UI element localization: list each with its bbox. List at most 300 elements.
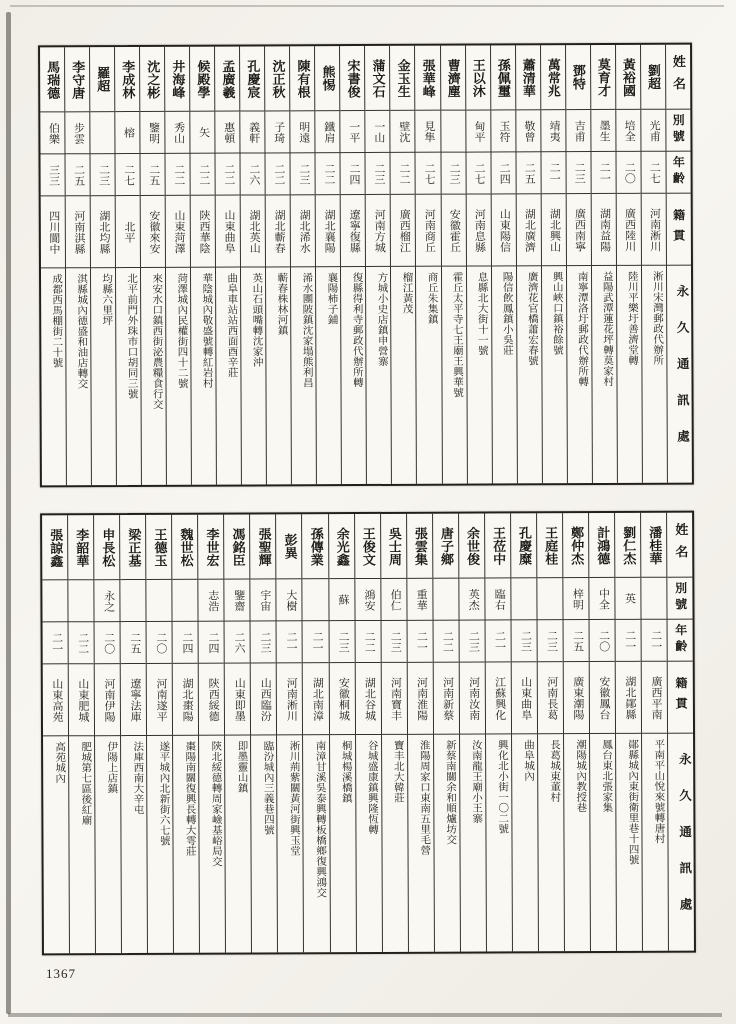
person-alias: 宇宙 — [251, 578, 276, 620]
page-number: 1367 — [46, 966, 76, 981]
person-name: 計鴻德 — [595, 525, 611, 565]
header-alias: 別號 — [666, 109, 690, 151]
person-column — [264, 46, 291, 484]
person-native-place: 廣東潮陽 — [564, 661, 589, 733]
scan-edge-shadow-top — [10, 5, 724, 7]
person-address: 長葛城東董村 — [538, 733, 564, 951]
person-name: 王莅中 — [490, 525, 507, 565]
person-address: 潮陽城內教授巷 — [564, 733, 590, 951]
person-column — [239, 46, 266, 484]
person-native-place: 廣西南寧 — [566, 193, 590, 265]
person-address: 復縣得利寺郵政代辦所轉 — [341, 266, 366, 484]
person-native-place: 湖北南漳 — [303, 662, 328, 734]
person-name: 熊惕 — [320, 65, 336, 92]
person-age: 二二 — [355, 620, 380, 662]
person-alias: 靖夷 — [541, 109, 565, 151]
person-name: 黃裕國 — [620, 57, 636, 97]
person-age: 二三 — [511, 619, 536, 661]
person-native-place: 山東菏澤 — [166, 195, 190, 267]
person-age: 二七 — [116, 153, 140, 195]
person-column — [536, 513, 564, 951]
person-alias: 培全 — [616, 109, 640, 151]
person-name: 陳有根 — [295, 58, 311, 98]
person-native-place: 安徽來安 — [141, 195, 165, 267]
person-name: 宋書俊 — [345, 58, 361, 98]
person-name: 張聖輝 — [256, 526, 272, 566]
person-name: 梁正基 — [126, 527, 142, 567]
person-alias — [68, 579, 93, 621]
person-age: 二二 — [391, 152, 415, 194]
person-age: 二一 — [485, 619, 510, 661]
person-native-place: 湖北襄陽 — [316, 194, 340, 266]
person-address: 襄陽柿子鋪 — [316, 266, 341, 484]
person-age: 二四 — [341, 152, 365, 194]
person-native-place: 河南息縣 — [466, 193, 490, 265]
person-address: 即墨靈山鎮 — [225, 735, 251, 953]
person-name: 李守唐 — [70, 59, 86, 99]
person-address: 方城小史店鎮申營寨 — [366, 266, 391, 484]
header-name: 姓名 — [673, 522, 689, 567]
person-native-place: 湖北蘄春 — [266, 194, 290, 266]
person-name: 魏世松 — [178, 527, 194, 567]
person-age: 二三 — [566, 151, 590, 193]
person-alias: 鑒明 — [140, 111, 164, 153]
person-column — [432, 514, 460, 952]
person-column — [614, 513, 642, 951]
person-name: 孫傳業 — [308, 526, 324, 566]
person-native-place: 河南淇縣 — [66, 195, 90, 267]
person-native-place: 安徽桐城 — [329, 662, 354, 734]
person-column — [389, 46, 416, 484]
person-alias: 惠頓 — [216, 111, 240, 153]
person-name: 吳士周 — [386, 526, 402, 566]
person-address: 淅川荊紫關黃河街興玉堂 — [277, 734, 303, 952]
person-age: 二三 — [329, 620, 354, 662]
person-native-place: 湖南益陽 — [591, 193, 615, 265]
person-age: 二五 — [516, 151, 540, 193]
person-column — [223, 515, 251, 953]
person-name: 張華峰 — [420, 58, 436, 98]
person-native-place: 河南淮陽 — [407, 662, 432, 734]
person-native-place: 河南方城 — [366, 194, 390, 266]
person-column — [510, 513, 538, 951]
person-alias: 永之 — [94, 579, 119, 621]
person-column — [364, 46, 391, 484]
person-age: 二一 — [591, 151, 615, 193]
person-name: 余世俊 — [464, 526, 481, 566]
person-name: 曹濟塵 — [445, 58, 461, 98]
header-address: 永久通訊處 — [668, 733, 694, 951]
person-age: 二五 — [121, 621, 146, 663]
person-column — [164, 47, 191, 485]
person-address: 菏澤城內民權街四十二號 — [166, 267, 191, 485]
person-native-place: 河南寶丰 — [381, 662, 406, 734]
person-native-place: 遼寧復縣 — [341, 194, 365, 266]
person-age: 二二 — [191, 153, 215, 195]
person-alias: 墨生 — [591, 109, 615, 151]
person-alias: 鑒齋 — [225, 579, 250, 621]
header-alias: 別號 — [667, 577, 692, 619]
person-name: 潘桂華 — [647, 525, 663, 565]
person-age: 二一 — [541, 151, 565, 193]
person-name: 萬常兆 — [545, 57, 561, 97]
person-alias — [511, 577, 536, 619]
person-native-place: 河南淅川 — [277, 662, 302, 734]
person-age: 二三 — [251, 620, 276, 662]
person-address: 淅川宋灣郵政代辦所 — [642, 265, 667, 483]
row-header-column — [666, 513, 694, 951]
person-name: 金玉生 — [395, 58, 411, 98]
person-native-place: 湖北英山 — [241, 194, 265, 266]
person-column — [40, 47, 66, 485]
person-name: 孔慶宸 — [245, 58, 261, 99]
person-address: 榴江黃茂 — [391, 266, 416, 484]
person-alias: 矢 — [190, 111, 214, 153]
person-address: 肥城第七區後紅廟 — [69, 735, 95, 953]
person-alias: 一平 — [341, 110, 365, 152]
person-native-place: 山東即墨 — [225, 663, 250, 735]
registry-table-upper — [38, 43, 694, 488]
person-column — [64, 47, 91, 485]
person-address: 商丘朱集鎮 — [416, 266, 441, 484]
person-age: 二三 — [91, 153, 115, 195]
header-name: 姓名 — [670, 54, 687, 99]
person-column — [89, 47, 116, 485]
person-column — [406, 514, 434, 952]
person-address: 蘄春株林河鎮 — [266, 266, 291, 484]
person-address: 棗陽南關復興長轉大雩莊 — [173, 735, 199, 953]
person-age: 二三 — [459, 619, 484, 661]
person-address: 英山石頭嘴轉沈家沖 — [241, 266, 266, 484]
person-age: 二六 — [225, 621, 250, 663]
person-native-place: 河南長葛 — [538, 661, 563, 733]
person-alias: 梓明 — [563, 577, 588, 619]
person-name: 張雲集 — [412, 526, 428, 566]
person-native-place: 安徽鳳台 — [590, 661, 615, 733]
person-column — [197, 515, 225, 953]
person-age: 二六 — [241, 152, 265, 194]
person-alias — [433, 578, 458, 620]
row-header-column — [665, 45, 692, 483]
person-name: 劉超 — [645, 63, 661, 90]
header-native: 籍貫 — [666, 193, 690, 265]
person-address: 淇縣城內德盛和油店轉交 — [66, 267, 91, 485]
person-address: 成都西馬棚街二十號 — [41, 267, 66, 485]
person-alias: 明遠 — [291, 110, 315, 152]
person-address: 鄖縣城內東街衛里巷十四號 — [616, 733, 642, 951]
person-name: 羅超 — [95, 66, 111, 93]
person-native-place: 廣西陸川 — [616, 193, 640, 265]
person-address: 曲阜城內 — [512, 733, 538, 951]
person-native-place: 山東陽信 — [491, 193, 515, 265]
person-address: 曲阜車站站西面酉辛莊 — [216, 267, 241, 485]
person-address: 谷城盛康鎮興隆恆轉 — [356, 734, 382, 952]
person-native-place: 湖北谷城 — [355, 662, 380, 734]
person-address: 鳳台東北張家集 — [590, 733, 616, 951]
person-alias: 志浩 — [199, 579, 224, 621]
person-alias: 伯樂 — [40, 111, 64, 153]
person-native-place: 陝西華陰 — [191, 195, 215, 267]
person-name: 候殿學 — [195, 59, 211, 99]
person-native-place: 廣西榴江 — [391, 194, 415, 266]
person-column — [145, 515, 173, 953]
person-address: 霍丘太平寺七王廟王興華號 — [441, 266, 466, 484]
person-column — [615, 45, 642, 483]
person-age: 二四 — [173, 621, 198, 663]
person-column — [380, 514, 408, 952]
person-age: 二三 — [441, 152, 465, 194]
person-column — [314, 46, 341, 484]
person-name: 馬瑞德 — [45, 59, 61, 99]
person-alias: 榕 — [115, 111, 139, 153]
person-address: 北平前門外珠市口胡同三號 — [116, 267, 141, 485]
person-native-place: 河南淅川 — [641, 193, 665, 265]
person-column — [440, 46, 467, 484]
person-age: 二二 — [216, 153, 240, 195]
person-name: 王德玉 — [152, 527, 168, 567]
person-alias: 見隼 — [416, 110, 440, 152]
person-age: 二〇 — [590, 619, 615, 661]
person-address: 均縣六里坪 — [91, 267, 116, 485]
person-alias — [641, 577, 666, 619]
person-address: 汝南龍王廟小王寨 — [460, 733, 486, 951]
person-name: 李世宏 — [204, 527, 220, 567]
person-age: 二三 — [537, 619, 562, 661]
person-name: 孔慶糜 — [517, 525, 533, 565]
page-content — [38, 43, 696, 956]
person-age: 二一 — [43, 621, 68, 663]
person-column — [302, 514, 330, 952]
person-address: 新蔡南關余和順爐坊交 — [434, 734, 460, 952]
person-address: 寶丰北大韓莊 — [382, 734, 408, 952]
person-address: 平南平山悅來號轉唐村 — [642, 733, 668, 951]
person-native-place: 四川閬中 — [41, 195, 65, 267]
person-column — [458, 513, 486, 951]
person-alias: 吉甫 — [566, 109, 590, 151]
person-address: 臨汾城內三義巷四號 — [251, 734, 277, 952]
person-column — [515, 45, 542, 483]
person-name: 馮銘臣 — [230, 527, 246, 567]
person-alias: 中全 — [589, 577, 614, 619]
person-alias: 伯仁 — [381, 578, 406, 620]
person-column — [114, 47, 141, 485]
person-column — [640, 45, 667, 483]
person-column — [139, 47, 166, 485]
person-age: 二二 — [69, 621, 94, 663]
person-alias: 甸平 — [466, 109, 490, 151]
person-column — [93, 515, 121, 953]
person-alias: 光甫 — [641, 109, 665, 151]
person-alias: 鴻安 — [355, 578, 380, 620]
person-native-place: 河南汝南 — [459, 661, 484, 733]
person-column — [67, 515, 95, 953]
person-address: 廣濟花官橋蕭宏春號 — [517, 265, 542, 483]
person-alias — [173, 579, 198, 621]
person-alias: 重華 — [407, 578, 432, 620]
person-native-place: 湖北鄖縣 — [616, 661, 641, 733]
person-native-place: 湖北廣濟 — [516, 193, 540, 265]
person-alias: 臨右 — [485, 577, 510, 619]
person-native-place: 山東曲阜 — [512, 661, 537, 733]
person-alias: 子琦 — [266, 110, 290, 152]
person-age: 二五 — [141, 153, 165, 195]
person-alias — [42, 579, 67, 621]
person-columns-upper — [40, 45, 692, 486]
person-age: 二四 — [199, 621, 224, 663]
person-address: 桐城楊溪橋鎮 — [330, 734, 356, 952]
person-column — [484, 513, 512, 951]
person-age: 二一 — [277, 620, 302, 662]
person-native-place: 陝西綏德 — [199, 663, 224, 735]
person-native-place: 湖北興山 — [541, 193, 565, 265]
person-address: 息縣北大街十一號 — [467, 265, 492, 483]
person-column — [249, 514, 277, 952]
person-column — [214, 47, 241, 485]
person-native-place: 河南伊陽 — [95, 663, 120, 735]
person-column — [465, 45, 492, 483]
person-address: 來安水口鎮西街泌農糧食行交 — [141, 267, 166, 485]
person-address: 陝北綏德轉周家嶮基峪局交 — [199, 735, 225, 953]
header-age: 年齡 — [666, 151, 690, 193]
person-native-place: 北平 — [116, 195, 140, 267]
person-address: 淮陽周家口東南五里毛營 — [408, 734, 434, 952]
person-column — [640, 513, 668, 951]
person-native-place: 湖北均縣 — [91, 195, 115, 267]
scan-edge-shadow-left — [6, 12, 11, 1014]
person-age: 三三 — [40, 153, 64, 195]
person-column — [328, 514, 356, 952]
person-name: 蒲文石 — [370, 58, 386, 98]
person-address: 高苑城內 — [43, 735, 69, 953]
person-name: 李成林 — [120, 59, 136, 99]
person-age: 二一 — [642, 619, 667, 661]
person-age: 二七 — [416, 152, 440, 194]
person-column — [588, 513, 616, 951]
person-native-place: 山東曲阜 — [216, 195, 240, 267]
person-alias — [303, 578, 328, 620]
person-column — [189, 47, 216, 485]
person-age: 二七 — [641, 151, 665, 193]
person-native-place: 山東高苑 — [43, 663, 68, 735]
header-native: 籍貫 — [668, 661, 693, 733]
person-address: 伊陽上店鎮 — [95, 735, 121, 953]
person-name: 鄭仲杰 — [569, 525, 585, 565]
person-native-place: 廣西平南 — [642, 661, 667, 733]
person-alias — [120, 579, 145, 621]
person-column — [339, 46, 366, 484]
person-address: 益陽武潭蓮花坪轉莫家村 — [592, 265, 617, 483]
person-alias: 蘇 — [329, 578, 354, 620]
person-address: 南漳甘溪吳泰興轉板橋鄉復興鴻交 — [303, 734, 329, 952]
person-column — [289, 46, 316, 484]
person-age: 二〇 — [616, 151, 640, 193]
person-name: 王以沐 — [470, 57, 486, 98]
person-age: 二四 — [491, 151, 515, 193]
person-alias: 義軒 — [241, 110, 265, 152]
person-alias: 鐵肩 — [316, 110, 340, 152]
person-name: 沈正秋 — [270, 58, 286, 98]
person-name: 蕭清華 — [520, 57, 536, 97]
person-age: 二一 — [616, 619, 641, 661]
person-native-place: 河南商丘 — [416, 194, 440, 266]
person-alias: 步雲 — [65, 111, 89, 153]
person-name: 張諒鑫 — [48, 527, 64, 567]
person-native-place: 山東肥城 — [69, 663, 94, 735]
person-column — [42, 515, 69, 953]
header-address: 永久通訊處 — [667, 265, 692, 483]
person-native-place: 河南新蔡 — [433, 662, 458, 734]
person-address: 陽信飲鳳鎮小吳莊 — [492, 265, 517, 483]
person-name: 王俊文 — [360, 526, 376, 566]
person-column — [540, 45, 567, 483]
person-alias: 英杰 — [459, 577, 484, 619]
person-alias: 敬曾 — [516, 109, 540, 151]
person-name: 余光鑫 — [334, 526, 350, 566]
person-column — [414, 46, 441, 484]
person-column — [565, 45, 592, 483]
person-age: 二二 — [316, 152, 340, 194]
person-address: 遂平城內北新街六七號 — [147, 735, 173, 953]
person-name: 劉仁杰 — [621, 525, 637, 565]
person-age: 二〇 — [95, 621, 120, 663]
person-alias: 英 — [615, 577, 640, 619]
person-alias: 壁沈 — [391, 110, 415, 152]
person-column — [354, 514, 382, 952]
person-column — [171, 515, 199, 953]
registry-table-lower — [40, 511, 696, 956]
person-address: 南寧潭洛圩郵政代辦所轉 — [567, 265, 592, 483]
person-name: 沈之彬 — [145, 59, 161, 99]
person-age: 二〇 — [147, 621, 172, 663]
person-address: 法庫西南大辛屯 — [121, 735, 147, 953]
person-address: 陸川平樂圩善濟堂轉 — [617, 265, 642, 483]
person-native-place: 山西臨汾 — [251, 662, 276, 734]
person-column — [275, 514, 303, 952]
person-age: 二七 — [466, 151, 490, 193]
person-columns-lower — [42, 513, 694, 954]
person-name: 井海峰 — [170, 59, 186, 99]
person-native-place: 湖北棗陽 — [173, 663, 198, 735]
person-column — [590, 45, 617, 483]
person-age: 二一 — [407, 620, 432, 662]
person-age: 二一 — [303, 620, 328, 662]
person-age: 二二 — [266, 152, 290, 194]
person-address: 興山峽口鎮裕餘號 — [542, 265, 567, 483]
person-name: 彭異 — [282, 533, 298, 560]
person-column — [562, 513, 590, 951]
person-name: 孫佩璽 — [495, 57, 511, 97]
person-native-place: 江蘇興化 — [486, 661, 511, 733]
person-name: 唐子鄉 — [438, 526, 455, 566]
person-native-place: 河南遂平 — [147, 663, 172, 735]
person-name: 申長松 — [100, 527, 116, 567]
person-native-place: 遼寧法庫 — [121, 663, 146, 735]
header-age: 年齡 — [668, 619, 693, 661]
person-alias: 一山 — [366, 110, 390, 152]
person-name: 王庭桂 — [543, 525, 559, 565]
person-address: 浠水團陂鎮沈家塌熊利昌 — [291, 266, 316, 484]
person-alias: 玉符 — [491, 109, 515, 151]
person-age: 二五 — [66, 153, 90, 195]
person-alias — [537, 577, 562, 619]
person-age: 二三 — [381, 620, 406, 662]
person-alias — [147, 579, 172, 621]
person-alias: 秀山 — [165, 111, 189, 153]
person-age: 二二 — [433, 620, 458, 662]
person-alias — [90, 111, 114, 153]
person-name: 莫育才 — [595, 57, 611, 97]
person-alias: 大樹 — [277, 578, 302, 620]
